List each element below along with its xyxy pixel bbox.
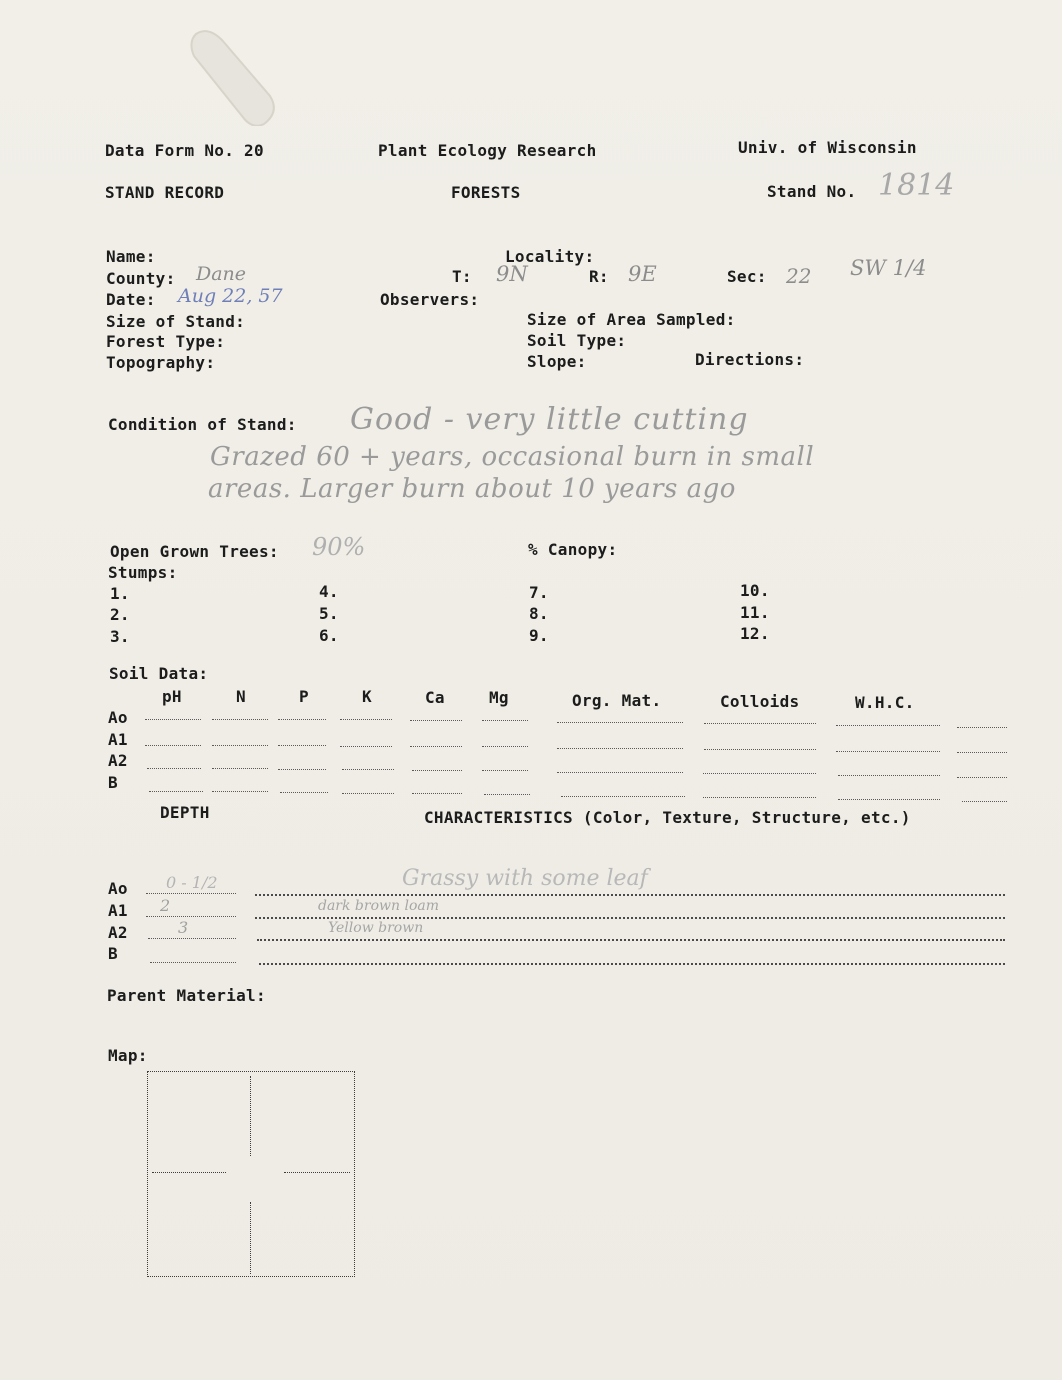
char-ao-value: Grassy with some leaf	[402, 866, 648, 891]
char-a2-value: Yellow brown	[328, 920, 424, 936]
stump-7: 7.	[529, 583, 549, 602]
township-value: 9N	[496, 262, 528, 286]
soil-col-ca: Ca	[425, 688, 445, 707]
condition-label: Condition of Stand:	[108, 415, 297, 434]
stump-11: 11.	[740, 603, 770, 622]
size-of-stand-label: Size of Stand:	[106, 312, 246, 331]
characteristics-header: CHARACTERISTICS (Color, Texture, Structure, etc.)	[424, 808, 911, 827]
stump-2: 2.	[110, 605, 130, 624]
soil-row-a1: A1	[108, 730, 128, 749]
map-grid	[147, 1071, 355, 1277]
canopy-label: % Canopy:	[528, 540, 618, 559]
stump-9: 9.	[529, 626, 549, 645]
soil-col-n: N	[236, 687, 246, 706]
depth-a2-value: 3	[178, 918, 189, 937]
stand-number-label: Stand No.	[767, 182, 857, 201]
organization: Plant Ecology Research	[378, 141, 597, 160]
stump-5: 5.	[319, 604, 339, 623]
soil-col-org-mat: Org. Mat.	[572, 691, 662, 710]
section-quarter: SW 1/4	[850, 256, 927, 280]
stump-10: 10.	[740, 581, 770, 600]
condition-line-3: areas. Larger burn about 10 years ago	[208, 474, 736, 504]
soil-type-label: Soil Type:	[527, 331, 627, 350]
depth-a1-value: 2	[160, 896, 171, 915]
township-label: T:	[452, 267, 472, 286]
paper-clip-mark	[188, 26, 278, 126]
char-a1-value: dark brown loam	[318, 898, 439, 914]
stump-3: 3.	[110, 627, 130, 646]
open-grown-label: Open Grown Trees:	[110, 542, 279, 561]
map-label: Map:	[108, 1046, 148, 1065]
stump-12: 12.	[740, 624, 770, 643]
soil-col-k: K	[362, 687, 372, 706]
forest-type-label: Forest Type:	[106, 332, 226, 351]
horizon-a1: A1	[108, 901, 128, 920]
directions-label: Directions:	[695, 350, 805, 369]
county-value: Dane	[196, 263, 247, 285]
soil-row-ao: Ao	[108, 708, 128, 727]
depth-ao-value: 0 - 1/2	[166, 873, 218, 892]
locality-label: Locality:	[505, 247, 595, 266]
university: Univ. of Wisconsin	[738, 138, 917, 157]
range-value: 9E	[628, 262, 657, 286]
form-number: Data Form No. 20	[105, 141, 264, 160]
date-value: Aug 22, 57	[178, 285, 283, 307]
stump-1: 1.	[110, 584, 130, 603]
soil-col-ph: pH	[162, 687, 182, 706]
condition-line-2: Grazed 60 + years, occasional burn in small	[210, 442, 815, 472]
soil-col-p: P	[299, 687, 309, 706]
depth-header: DEPTH	[160, 803, 210, 822]
horizon-ao: Ao	[108, 879, 128, 898]
soil-col-whc: W.H.C.	[855, 693, 915, 712]
open-grown-value: 90%	[312, 533, 366, 561]
section-label: Sec:	[727, 267, 767, 286]
soil-data-label: Soil Data:	[109, 664, 209, 683]
observers-label: Observers:	[380, 290, 480, 309]
category: FORESTS	[451, 183, 521, 202]
stand-number-value: 1814	[878, 168, 955, 203]
soil-col-mg: Mg	[489, 688, 509, 707]
stumps-label: Stumps:	[108, 563, 178, 582]
record-title: STAND RECORD	[105, 183, 225, 202]
horizon-a2: A2	[108, 923, 128, 942]
condition-line-1: Good - very little cutting	[350, 402, 749, 437]
stump-8: 8.	[529, 604, 549, 623]
soil-row-a2: A2	[108, 751, 128, 770]
range-label: R:	[589, 267, 609, 286]
soil-col-colloids: Colloids	[720, 692, 800, 711]
section-value: 22	[786, 264, 812, 288]
county-label: County:	[106, 269, 176, 288]
parent-material-label: Parent Material:	[107, 986, 266, 1005]
stump-4: 4.	[319, 582, 339, 601]
horizon-b: B	[108, 944, 118, 963]
slope-label: Slope:	[527, 352, 587, 371]
stump-6: 6.	[319, 626, 339, 645]
topography-label: Topography:	[106, 353, 216, 372]
soil-row-b: B	[108, 773, 118, 792]
name-label: Name:	[106, 247, 156, 266]
size-of-area-label: Size of Area Sampled:	[527, 310, 736, 329]
date-label: Date:	[106, 290, 156, 309]
